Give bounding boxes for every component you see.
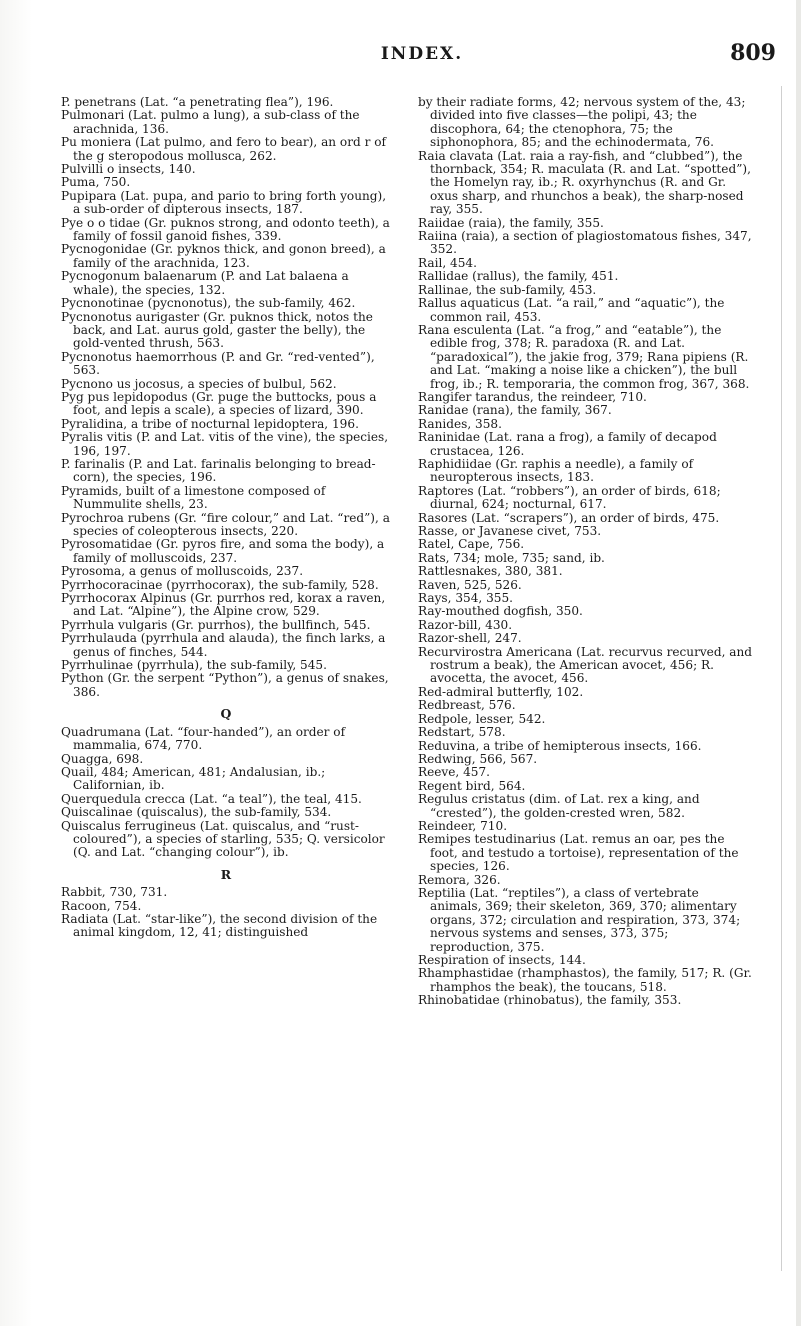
section-letter: R xyxy=(220,866,232,882)
index-entry: Reduvina, a tribe of hemipterous insects, 166. xyxy=(418,738,702,753)
index-entry: Quagga, 698. xyxy=(61,751,144,766)
index-entry: Rabbit, 730, 731. xyxy=(61,885,168,900)
index-entry: Razor-bill, 430. xyxy=(418,617,513,632)
index-entry: Pyralidina, a tribe of nocturnal lepidoptera, 196. xyxy=(61,416,359,431)
index-entry: Quadrumana (Lat. “four-handed”), an order of mammalia, 674, 770. xyxy=(61,724,346,753)
index-entry: Ray-mouthed dogfish, 350. xyxy=(418,604,583,619)
index-entry: Regent bird, 564. xyxy=(418,778,526,793)
index-entry: Pycnono us jocosus, a species of bulbul, 562. xyxy=(61,376,337,391)
index-entry: Pyrosomatidae (Gr. pyros fire, and soma the body), a family of molluscoids, 237. xyxy=(61,537,385,565)
index-entry: Pycnogonum balaenarum (P. and Lat balaena a whale), the species, 132. xyxy=(61,269,349,297)
index-entry: Quail, 484; American, 481; Andalusian, ib.; Californian, ib. xyxy=(61,764,326,793)
index-entry: Ranidae (rana), the family, 367. xyxy=(418,403,612,418)
index-entry: Raia clavata (Lat. raia a ray-fish, and “clubbed”), the thornback, 354; R. maculata (R. and Lat. “spotted”), the Homelyn ray, ib.; R. oxyrhynchus (R. and Gr. oxus sharp, and rhunchos a beak), the sharp-nosed ray, 355. xyxy=(418,148,751,217)
index-entry: Raven, 525, 526. xyxy=(418,577,522,592)
index-entry: Ranides, 358. xyxy=(418,416,502,431)
index-entry: Rats, 734; mole, 735; sand, ib. xyxy=(418,550,605,565)
index-entry: Pyrrhocoracinae (pyrrhocorax), the sub-family, 528. xyxy=(61,577,379,592)
index-entry: Rail, 454. xyxy=(418,255,477,270)
page-number: 809 xyxy=(730,40,776,66)
index-entry: Pycnonotus aurigaster (Gr. puknos thick, notos the back, and Lat. aurus gold, gaster the belly), the gold-vented thrush, 563. xyxy=(61,309,373,351)
margin-rule xyxy=(781,86,782,1271)
index-entry: Rays, 354, 355. xyxy=(418,591,514,606)
index-entry: Rasores (Lat. “scrapers”), an order of birds, 475. xyxy=(418,510,720,525)
section-letter: Q xyxy=(220,706,232,722)
left-column xyxy=(61,96,391,940)
index-entry: Rallinae, the sub-family, 453. xyxy=(418,282,597,297)
index-entry: Pyg pus lepidopodus (Gr. puge the buttocks, pous a foot, and lepis a scale), a species of lizard, 390. xyxy=(61,389,377,418)
index-entry: Pyrrhula vulgaris (Gr. purrhos), the bullfinch, 545. xyxy=(61,617,371,632)
index-entry: Redstart, 578. xyxy=(418,725,506,740)
index-entry: Recurvirostra Americana (Lat. recurvus recurved, and rostrum a beak), the American avocet, 456; R. avocetta, the avocet, 456. xyxy=(418,644,753,686)
index-entry: Pyralis vitis (P. and Lat. vitis of the vine), the species, 196, 197. xyxy=(61,430,389,458)
index-entry: Pulmonari (Lat. pulmo a lung), a sub-class of the arachnida, 136. xyxy=(61,108,360,136)
index-entry: Pyramids, built of a limestone composed of Nummulite shells, 23. xyxy=(61,483,326,512)
index-entry: Quiscalinae (quiscalus), the sub-family, 534. xyxy=(61,805,332,820)
index-entry: Redpole, lesser, 542. xyxy=(418,711,546,726)
index-entry: Raninidae (Lat. rana a frog), a family of decapod crustacea, 126. xyxy=(418,430,717,458)
index-entry: Querquedula crecca (Lat. “a teal”), the teal, 415. xyxy=(61,791,362,806)
index-entry: Rattlesnakes, 380, 381. xyxy=(418,564,563,579)
index-entry: Rallidae (rallus), the family, 451. xyxy=(418,269,619,284)
index-entry: Rallus aquaticus (Lat. “a rail,” and “aquatic”), the common rail, 453. xyxy=(418,296,725,324)
index-entry: Redwing, 566, 567. xyxy=(418,751,538,766)
index-entry: Pyrrhulinae (pyrrhula), the sub-family, 545. xyxy=(61,658,327,673)
index-entry: Reeve, 457. xyxy=(418,765,491,780)
right-column xyxy=(418,96,752,1008)
index-entry: Reindeer, 710. xyxy=(418,818,508,833)
page-header xyxy=(66,38,778,72)
page-title: INDEX. xyxy=(380,44,464,64)
index-entry: Reptilia (Lat. “reptiles”), a class of vertebrate animals, 369; their skeleton, 369, 370; alimentary organs, 372; circulation and respiration, 373, 374; nervous systems and senses, 373, 375; reproduction, 375. xyxy=(418,885,741,954)
index-entry: Pyrrhulauda (pyrrhula and alauda), the finch larks, a genus of finches, 544. xyxy=(61,631,386,659)
index-entry: Raiina (raia), a section of plagiostomatous fishes, 347, 352. xyxy=(418,229,752,257)
index-entry: Pyrosoma, a genus of molluscoids, 237. xyxy=(61,564,304,579)
index-entry: Pulvilli o insects, 140. xyxy=(61,162,196,177)
index-entry: Respiration of insects, 144. xyxy=(418,953,586,967)
index-entry: Pyrrhocorax Alpinus (Gr. purrhos red, korax a raven, and Lat. “Alpine”), the Alpine crow, 529. xyxy=(61,591,386,619)
index-entry: Pycnogonidae (Gr. pyknos thick, and gonon breed), a family of the arachnida, 123. xyxy=(61,242,386,270)
index-entry: Pycnonotinae (pycnonotus), the sub-family, 462. xyxy=(61,296,356,311)
index-entry: Rasse, or Javanese civet, 753. xyxy=(418,524,602,538)
index-entry: Ratel, Cape, 756. xyxy=(418,537,525,552)
index-entry: Remipes testudinarius (Lat. remus an oar, pes the foot, and testudo a tortoise), representation of the species, 126. xyxy=(418,832,739,874)
index-entry: Pyrochroa rubens (Gr. “fire colour,” and Lat. “red”), a species of coleopterous insects, 220. xyxy=(61,510,390,538)
index-entry: Raptores (Lat. “robbers”), an order of birds, 618; diurnal, 624; nocturnal, 617. xyxy=(418,483,721,512)
index-entry: Puma, 750. xyxy=(61,175,131,190)
index-entry: by their radiate forms, 42; nervous system of the, 43; divided into five classes—the polipi, 43; the discophora, 64; the ctenophora, 75; the siphonophora, 85; and the echinodermata, 76. xyxy=(418,95,746,150)
index-entry: P. farinalis (P. and Lat. farinalis belonging to bread-corn), the species, 196. xyxy=(61,456,376,485)
index-entry: Raiidae (raia), the family, 355. xyxy=(418,215,604,230)
index-entry: Racoon, 754. xyxy=(61,898,142,913)
index-entry: Razor-shell, 247. xyxy=(418,631,522,646)
index-entry: Python (Gr. the serpent “Python”), a genus of snakes, 386. xyxy=(61,671,389,699)
page-edge xyxy=(796,0,801,1326)
index-entry: Red-admiral butterfly, 102. xyxy=(418,684,584,699)
index-entry: P. penetrans (Lat. “a penetrating flea”), 196. xyxy=(61,95,334,109)
index-entry: Rhinobatidae (rhinobatus), the family, 353. xyxy=(418,993,682,1008)
index-entry: Remora, 326. xyxy=(418,872,501,887)
index-entry: Radiata (Lat. “star-like”), the second division of the animal kingdom, 12, 41; distinguished xyxy=(61,911,378,940)
index-entry: Pupipara (Lat. pupa, and pario to bring forth young), a sub-order of dipterous insects, 187. xyxy=(61,188,387,217)
index-entry: Pycnonotus haemorrhous (P. and Gr. “red-vented”), 563. xyxy=(61,349,375,378)
index-entry: Pye o o tidae (Gr. puknos strong, and odonto teeth), a family of fossil ganoid fishes, 339. xyxy=(61,215,390,244)
index-entry: Raphidiidae (Gr. raphis a needle), a family of neuropterous insects, 183. xyxy=(418,456,694,485)
index-entry: Rangifer tarandus, the reindeer, 710. xyxy=(418,389,647,404)
index-entry: Redbreast, 576. xyxy=(418,698,516,713)
index-entry: Pu moniera (Lat pulmo, and fero to bear), an ord r of the g steropodous mollusca, 262. xyxy=(61,135,386,163)
index-entry: Quiscalus ferrugineus (Lat. quiscalus, and “rust-coloured”), a species of starling, 535; Q. versicolor (Q. and Lat. “changing colour”), ib. xyxy=(61,818,385,860)
index-entry: Rana esculenta (Lat. “a frog,” and “eatable”), the edible frog, 378; R. paradoxa (R. and Lat. “paradoxical”), the jakie frog, 379; Rana pipiens (R. and Lat. “making a noise like a chicken”), the bull frog, ib.; R. temporaria, the common frog, 367, 368. xyxy=(418,322,750,391)
index-entry: Regulus cristatus (dim. of Lat. rex a king, and “crested”), the golden-crested wren, 582. xyxy=(418,792,700,820)
index-entry: Rhamphastidae (rhamphastos), the family, 517; R. (Gr. rhamphos the beak), the toucans, 518. xyxy=(418,966,752,994)
